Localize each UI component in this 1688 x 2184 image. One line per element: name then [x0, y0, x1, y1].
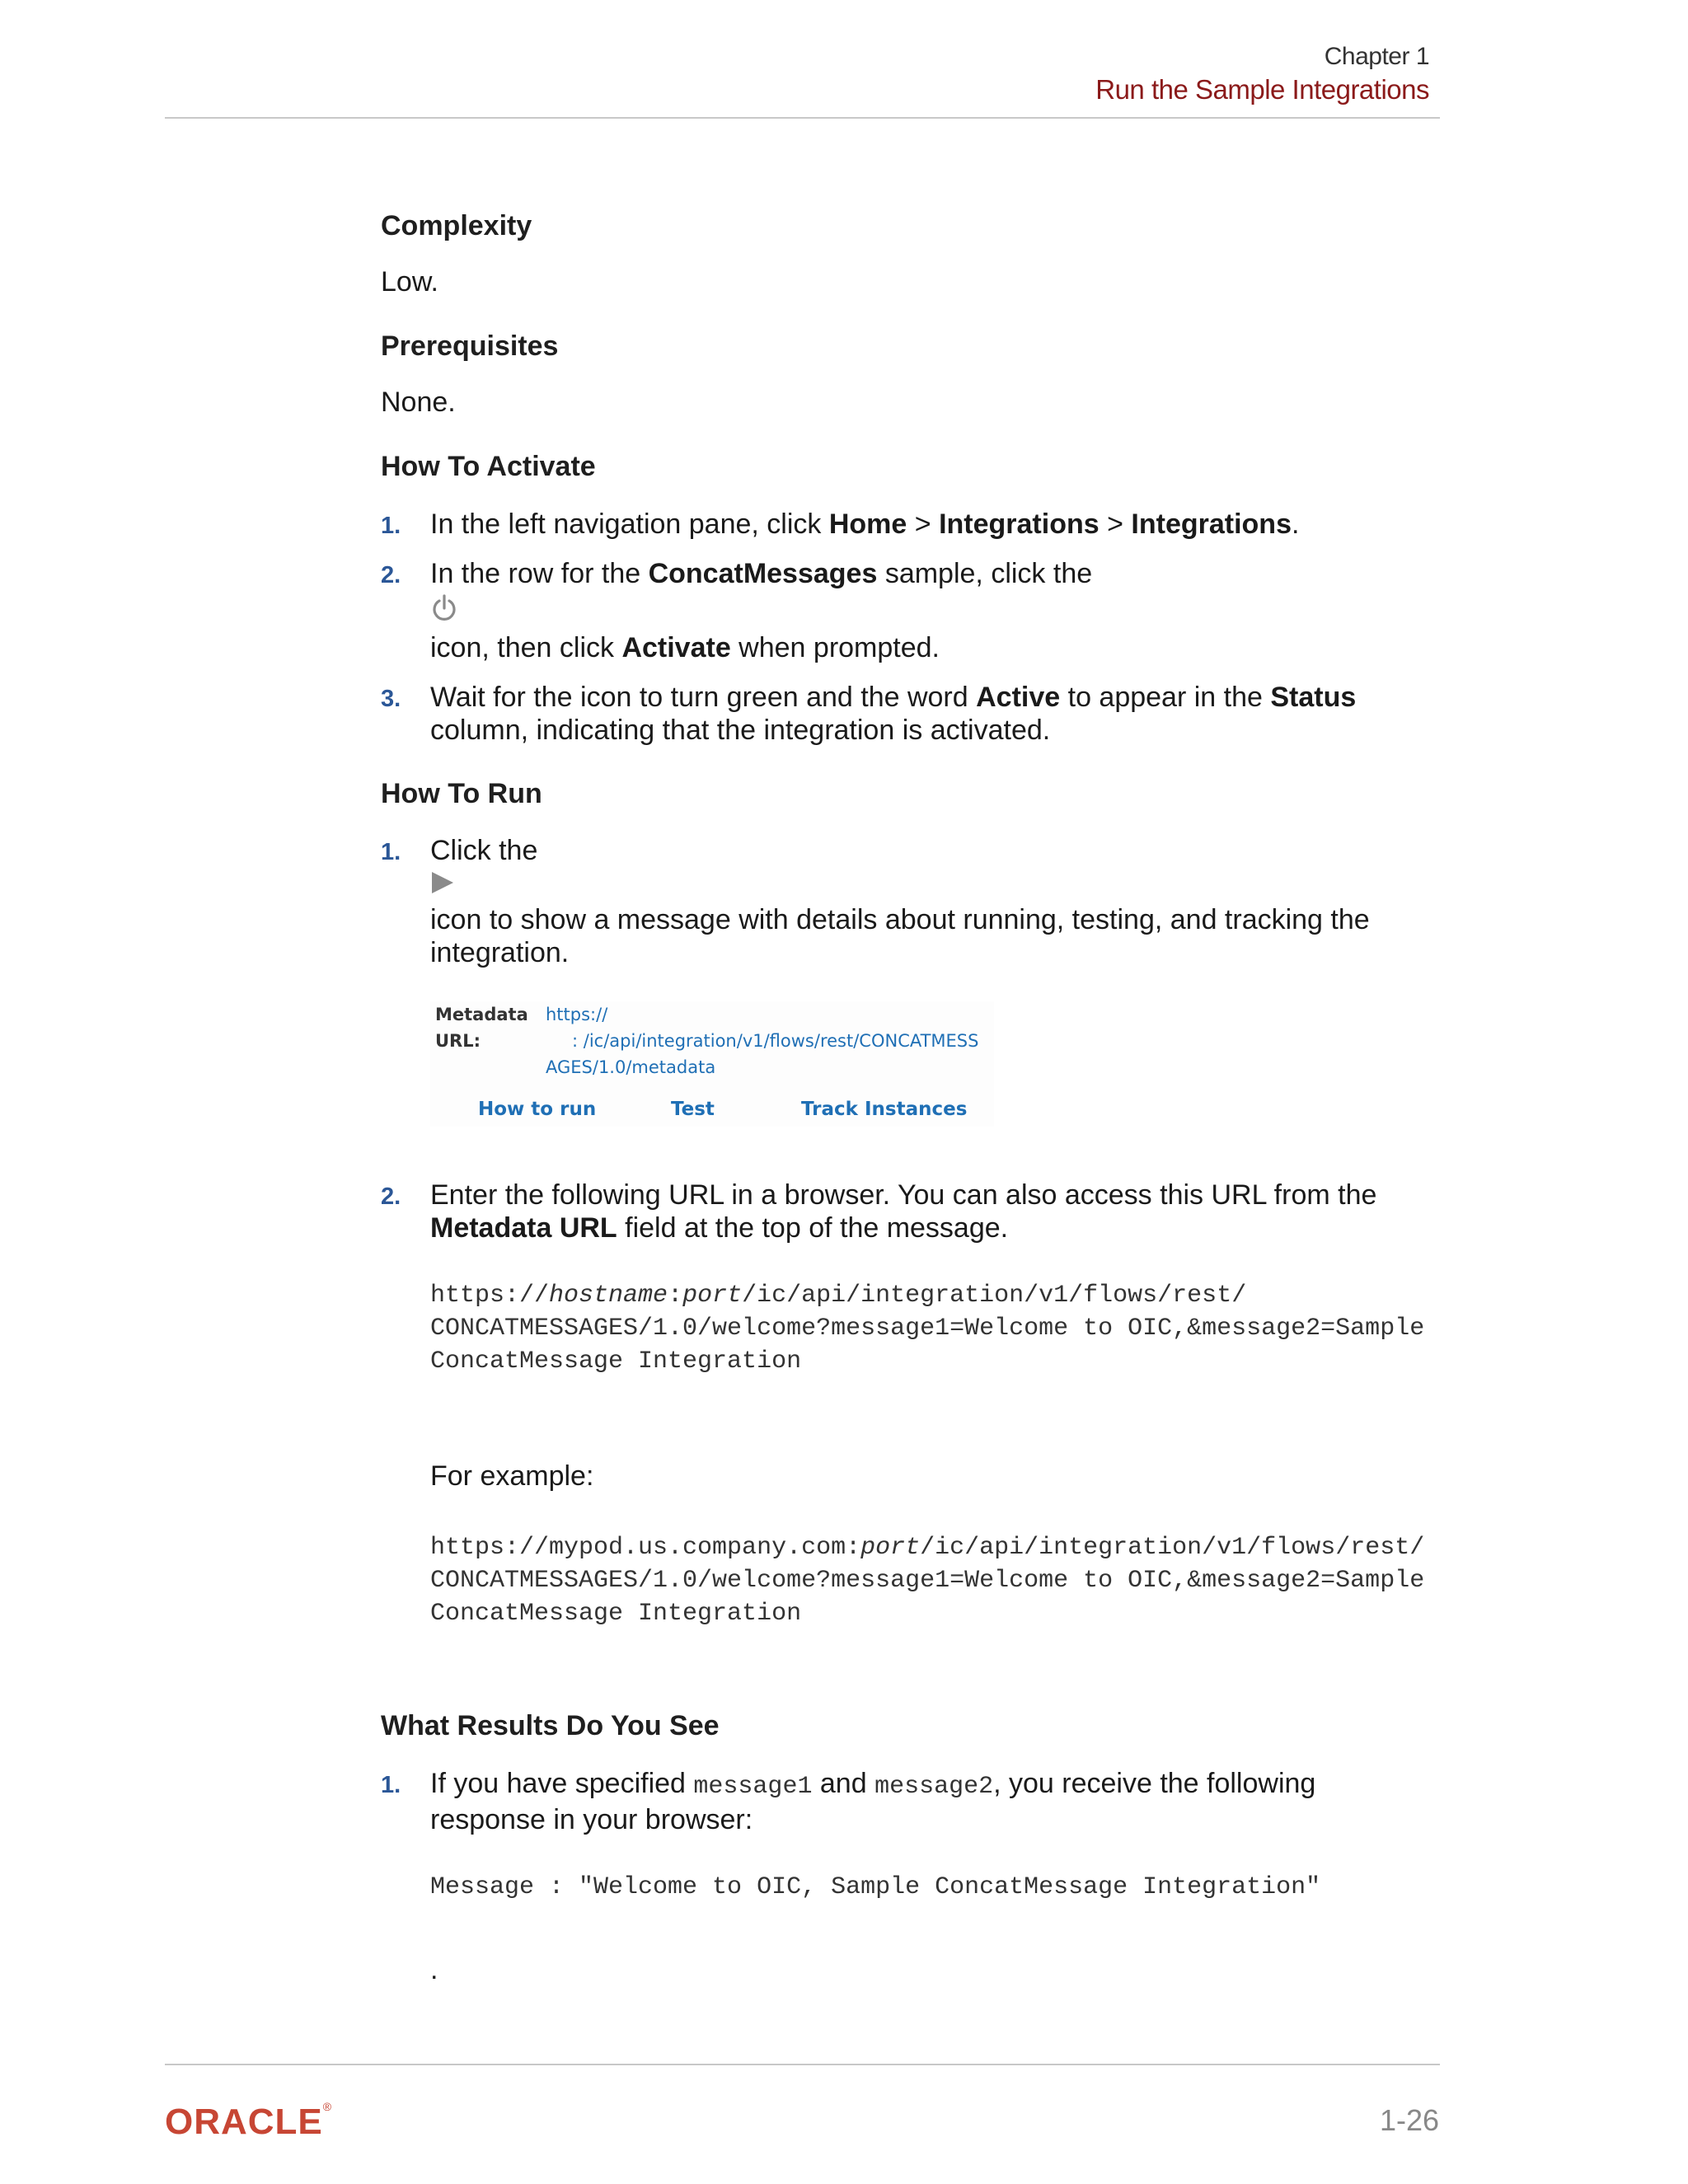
activate-heading: How To Activate: [381, 451, 596, 482]
activate-step-3-number: 3.: [381, 686, 401, 712]
metadata-url-value-2[interactable]: : /ic/api/integration/v1/flows/rest/CONCATMESS: [572, 1031, 979, 1051]
complexity-heading: Complexity: [381, 210, 532, 241]
how-to-run-link[interactable]: How to run: [478, 1099, 597, 1120]
run-step-2: Enter the following URL in a browser. You can also access this URL from the Metadata URL field at the top of the message.: [430, 1179, 1377, 1244]
metadata-url-value-3[interactable]: AGES/1.0/metadata: [546, 1057, 716, 1077]
activate-step-2-line1: In the row for the ConcatMessages sample, click the: [430, 558, 1093, 589]
activate-step-1: In the left navigation pane, click Home > Integrations > Integrations.: [430, 509, 1300, 540]
trailing-period: .: [430, 1954, 438, 1985]
header-divider: [165, 117, 1440, 119]
integration-details-screenshot: [430, 1001, 994, 1127]
power-icon: [430, 593, 458, 629]
track-instances-link[interactable]: Track Instances: [801, 1099, 968, 1120]
complexity-value: Low.: [381, 266, 438, 298]
test-link[interactable]: Test: [671, 1099, 715, 1120]
section-title-link[interactable]: Run the Sample Integrations: [1095, 74, 1429, 105]
run-step-1-line1: Click the: [430, 835, 538, 866]
metadata-url-value-1[interactable]: https://: [546, 1005, 608, 1024]
url-example-code: https://mypod.us.company.com:port/ic/api/integration/v1/flows/rest/ CONCATMESSAGES/1.0/welcome?message1=Welcome to OIC,&message2=Sample ConcatMessage Integration: [430, 1534, 1425, 1628]
metadata-url-label-2: URL:: [435, 1031, 481, 1051]
run-step-2-number: 2.: [381, 1183, 401, 1210]
results-step-1-number: 1.: [381, 1772, 401, 1798]
activate-step-2-number: 2.: [381, 562, 401, 588]
activate-step-3: Wait for the icon to turn green and the word Active to appear in the Status column, indicating that the integration is activated.: [430, 682, 1357, 746]
activate-step-1-number: 1.: [381, 513, 401, 539]
prerequisites-value: None.: [381, 387, 456, 418]
results-step-1: If you have specified message1 and message2, you receive the following response in your browser:: [430, 1768, 1316, 1835]
results-heading: What Results Do You See: [381, 1710, 720, 1741]
activate-step-2-line2: icon, then click Activate when prompted.: [430, 632, 940, 663]
example-label: For example:: [430, 1460, 594, 1492]
response-code: Message : "Welcome to OIC, Sample ConcatMessage Integration": [430, 1873, 1321, 1901]
run-step-1-number: 1.: [381, 839, 401, 865]
run-heading: How To Run: [381, 778, 542, 809]
footer-divider: [165, 2064, 1440, 2065]
metadata-url-label: Metadata: [435, 1005, 528, 1024]
chapter-label: Chapter 1: [1324, 43, 1429, 70]
play-icon: [430, 870, 457, 899]
run-step-1-line2: icon to show a message with details about running, testing, and tracking the integration.: [430, 904, 1370, 968]
prerequisites-heading: Prerequisites: [381, 330, 559, 362]
url-template-code: https://hostname:port/ic/api/integration/v1/flows/rest/ CONCATMESSAGES/1.0/welcome?message1=Welcome to OIC,&message2=Sample ConcatMessage Integration: [430, 1282, 1425, 1376]
page-number: 1-26: [1379, 2103, 1439, 2137]
oracle-logo: ORACLE®: [165, 2100, 332, 2142]
